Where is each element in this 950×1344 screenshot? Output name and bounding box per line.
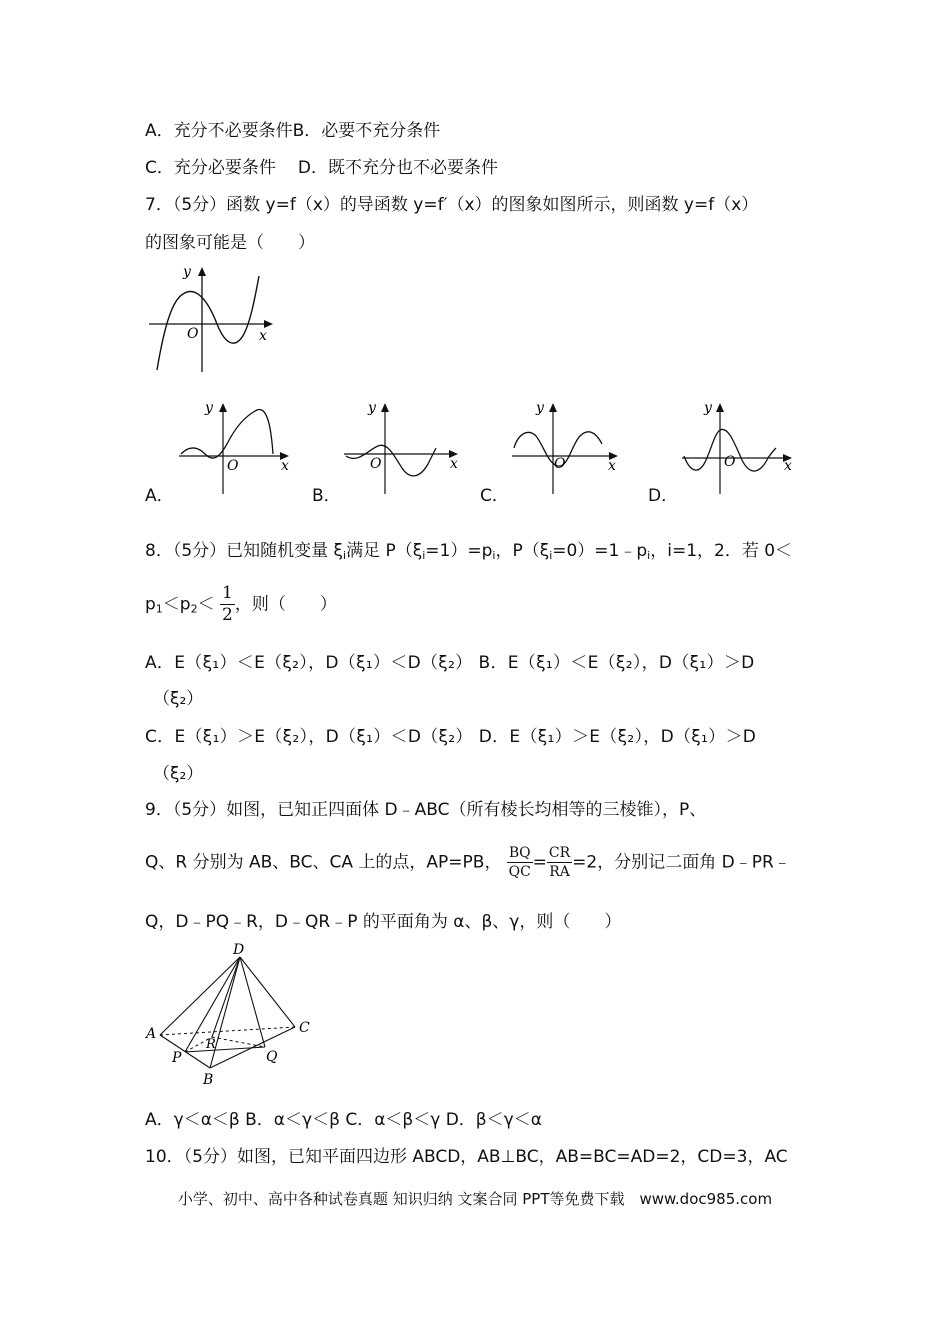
q8-sub-1: 1 <box>155 602 163 616</box>
q7-c-origin-label: O <box>554 456 566 472</box>
q7-option-a-graph <box>175 398 295 496</box>
q8-text-2: 满足 P（ξ <box>346 541 423 561</box>
q8-p1: p <box>145 594 156 615</box>
q7-y-label: y <box>183 264 191 280</box>
q9-label-d: D <box>233 942 245 958</box>
q8-text-5: =0）=1﹣p <box>552 541 648 561</box>
q8-text-4: ，P（ξ <box>495 541 550 561</box>
q9-stem-line1: 9．（5分）如图，已知正四面体 D﹣ABC（所有棱长均相等的三棱锥），P、 <box>145 800 707 820</box>
q9-label-r: R <box>206 1037 216 1052</box>
q7-a-y-label: y <box>205 400 213 416</box>
q9-eq: = <box>532 852 547 873</box>
q7-origin-label: O <box>187 326 199 342</box>
q7-option-c-graph <box>508 398 626 496</box>
q9-label-p: P <box>172 1050 182 1066</box>
q7-d-origin-label: O <box>724 454 736 470</box>
q9-frac1-den: QC <box>508 864 531 880</box>
q9-fraction-cr-ra <box>547 846 572 879</box>
q8-text-6: ，i=1，2．若 0＜ <box>650 541 793 561</box>
q7-c-x-label: x <box>608 458 616 474</box>
q8-option-b-cont: （ξ₂） <box>153 689 204 709</box>
q6-option-c: C．充分必要条件 <box>145 158 276 178</box>
q8-sub-i-1: i <box>343 549 347 562</box>
q7-b-y-label: y <box>368 400 376 416</box>
q7-option-a-label: A． <box>145 486 174 506</box>
q7-option-c-label: C． <box>480 486 509 506</box>
q10-stem-line1: 10．（5分）如图，已知平面四边形 ABCD，AB⊥BC，AB=BC=AD=2，CD=3，AC <box>145 1147 788 1167</box>
q9-fraction-bq-qc <box>507 846 533 879</box>
q9-label-b: B <box>203 1072 214 1088</box>
q7-a-x-label: x <box>281 458 289 474</box>
q8-frac-num: 1 <box>222 583 233 603</box>
q8-sub-2: 2 <box>190 602 198 616</box>
q8-sub-i-5: i <box>647 549 651 562</box>
q8-sub-i-3: i <box>492 549 496 562</box>
q8-lt-p2: ＜p <box>162 594 191 615</box>
q9-frac2-den: RA <box>549 864 570 880</box>
q7-option-d-graph <box>678 398 800 496</box>
q9-stem-line3: Q，D﹣PQ﹣R，D﹣QR﹣P 的平面角为 α、β、γ，则（ ） <box>145 912 622 932</box>
q9-text-1: Q、R 分别为 AB、BC、CA 上的点，AP=PB， <box>145 852 502 873</box>
q7-x-label: x <box>259 328 267 344</box>
q9-label-q: Q <box>266 1049 278 1065</box>
q6-options-row2 <box>145 153 498 178</box>
q6-options-row1 <box>145 116 440 141</box>
q8-text-3: =1）=p <box>425 541 493 561</box>
q8-then: ，则（ ） <box>234 594 337 615</box>
q9-stem-line2 <box>145 846 791 879</box>
q7-b-x-label: x <box>450 456 458 472</box>
q9-frac1-num: BQ <box>508 845 531 861</box>
q7-stem-line2: 的图象可能是（ ） <box>145 233 315 253</box>
q9-label-c: C <box>299 1020 310 1036</box>
q9-frac2-num: CR <box>548 845 571 861</box>
q8-sub-i-4: i <box>549 549 553 562</box>
q8-options-row1 <box>145 648 755 673</box>
q8-frac-den: 2 <box>222 605 233 625</box>
q7-stem-line1: 7．（5分）函数 y=f（x）的导函数 y=f′（x）的图象如图所示，则函数 y=f（x） <box>145 195 759 215</box>
page-footer: 小学、初中、高中各种试卷真题 知识归纳 文案合同 PPT等免费下载 www.doc985.com <box>177 1190 773 1208</box>
q9-label-a: A <box>146 1026 157 1042</box>
q8-lt: ＜ <box>197 594 215 615</box>
q9-text-2: =2，分别记二面角 D﹣PR﹣ <box>572 852 791 873</box>
q7-c-y-label: y <box>536 400 544 416</box>
q6-option-d: D．既不充分也不必要条件 <box>297 158 498 178</box>
q8-option-b: B．E（ξ₁）＜E（ξ₂），D（ξ₁）＞D <box>478 653 755 673</box>
q6-option-b: B．必要不充分条件 <box>292 121 441 141</box>
q7-d-y-label: y <box>704 400 712 416</box>
q7-option-b-label: B． <box>312 486 341 506</box>
q7-a-origin-label: O <box>227 458 239 474</box>
q8-stem-line1 <box>145 536 792 562</box>
q8-stem-line2 <box>145 585 337 624</box>
q8-option-d: D．E（ξ₁）＞E（ξ₂），D（ξ₁）＞D <box>478 727 757 747</box>
q9-options: A．γ＜α＜β B．α＜γ＜β C．α＜β＜γ D．β＜γ＜α <box>145 1110 542 1130</box>
q8-options-row2 <box>145 722 756 747</box>
q7-option-b-graph <box>340 398 465 496</box>
q8-option-c: C．E（ξ₁）＞E（ξ₂），D（ξ₁）＜D（ξ₂） <box>145 727 473 747</box>
q8-text-1: 8．（5分）已知随机变量 ξ <box>145 541 344 561</box>
q8-option-a: A．E（ξ₁）＜E（ξ₂），D（ξ₁）＜D（ξ₂） <box>145 653 473 673</box>
q6-option-a: A．充分不必要条件 <box>145 121 293 141</box>
q8-option-d-cont: （ξ₂） <box>153 764 204 784</box>
q7-b-origin-label: O <box>370 456 382 472</box>
q7-derivative-graph <box>145 262 280 374</box>
q7-d-x-label: x <box>784 458 792 474</box>
q9-tetrahedron-figure <box>140 940 325 1090</box>
q8-sub-i-2: i <box>422 549 426 562</box>
q8-fraction-half <box>220 585 235 624</box>
q7-option-d-label: D． <box>648 486 679 506</box>
